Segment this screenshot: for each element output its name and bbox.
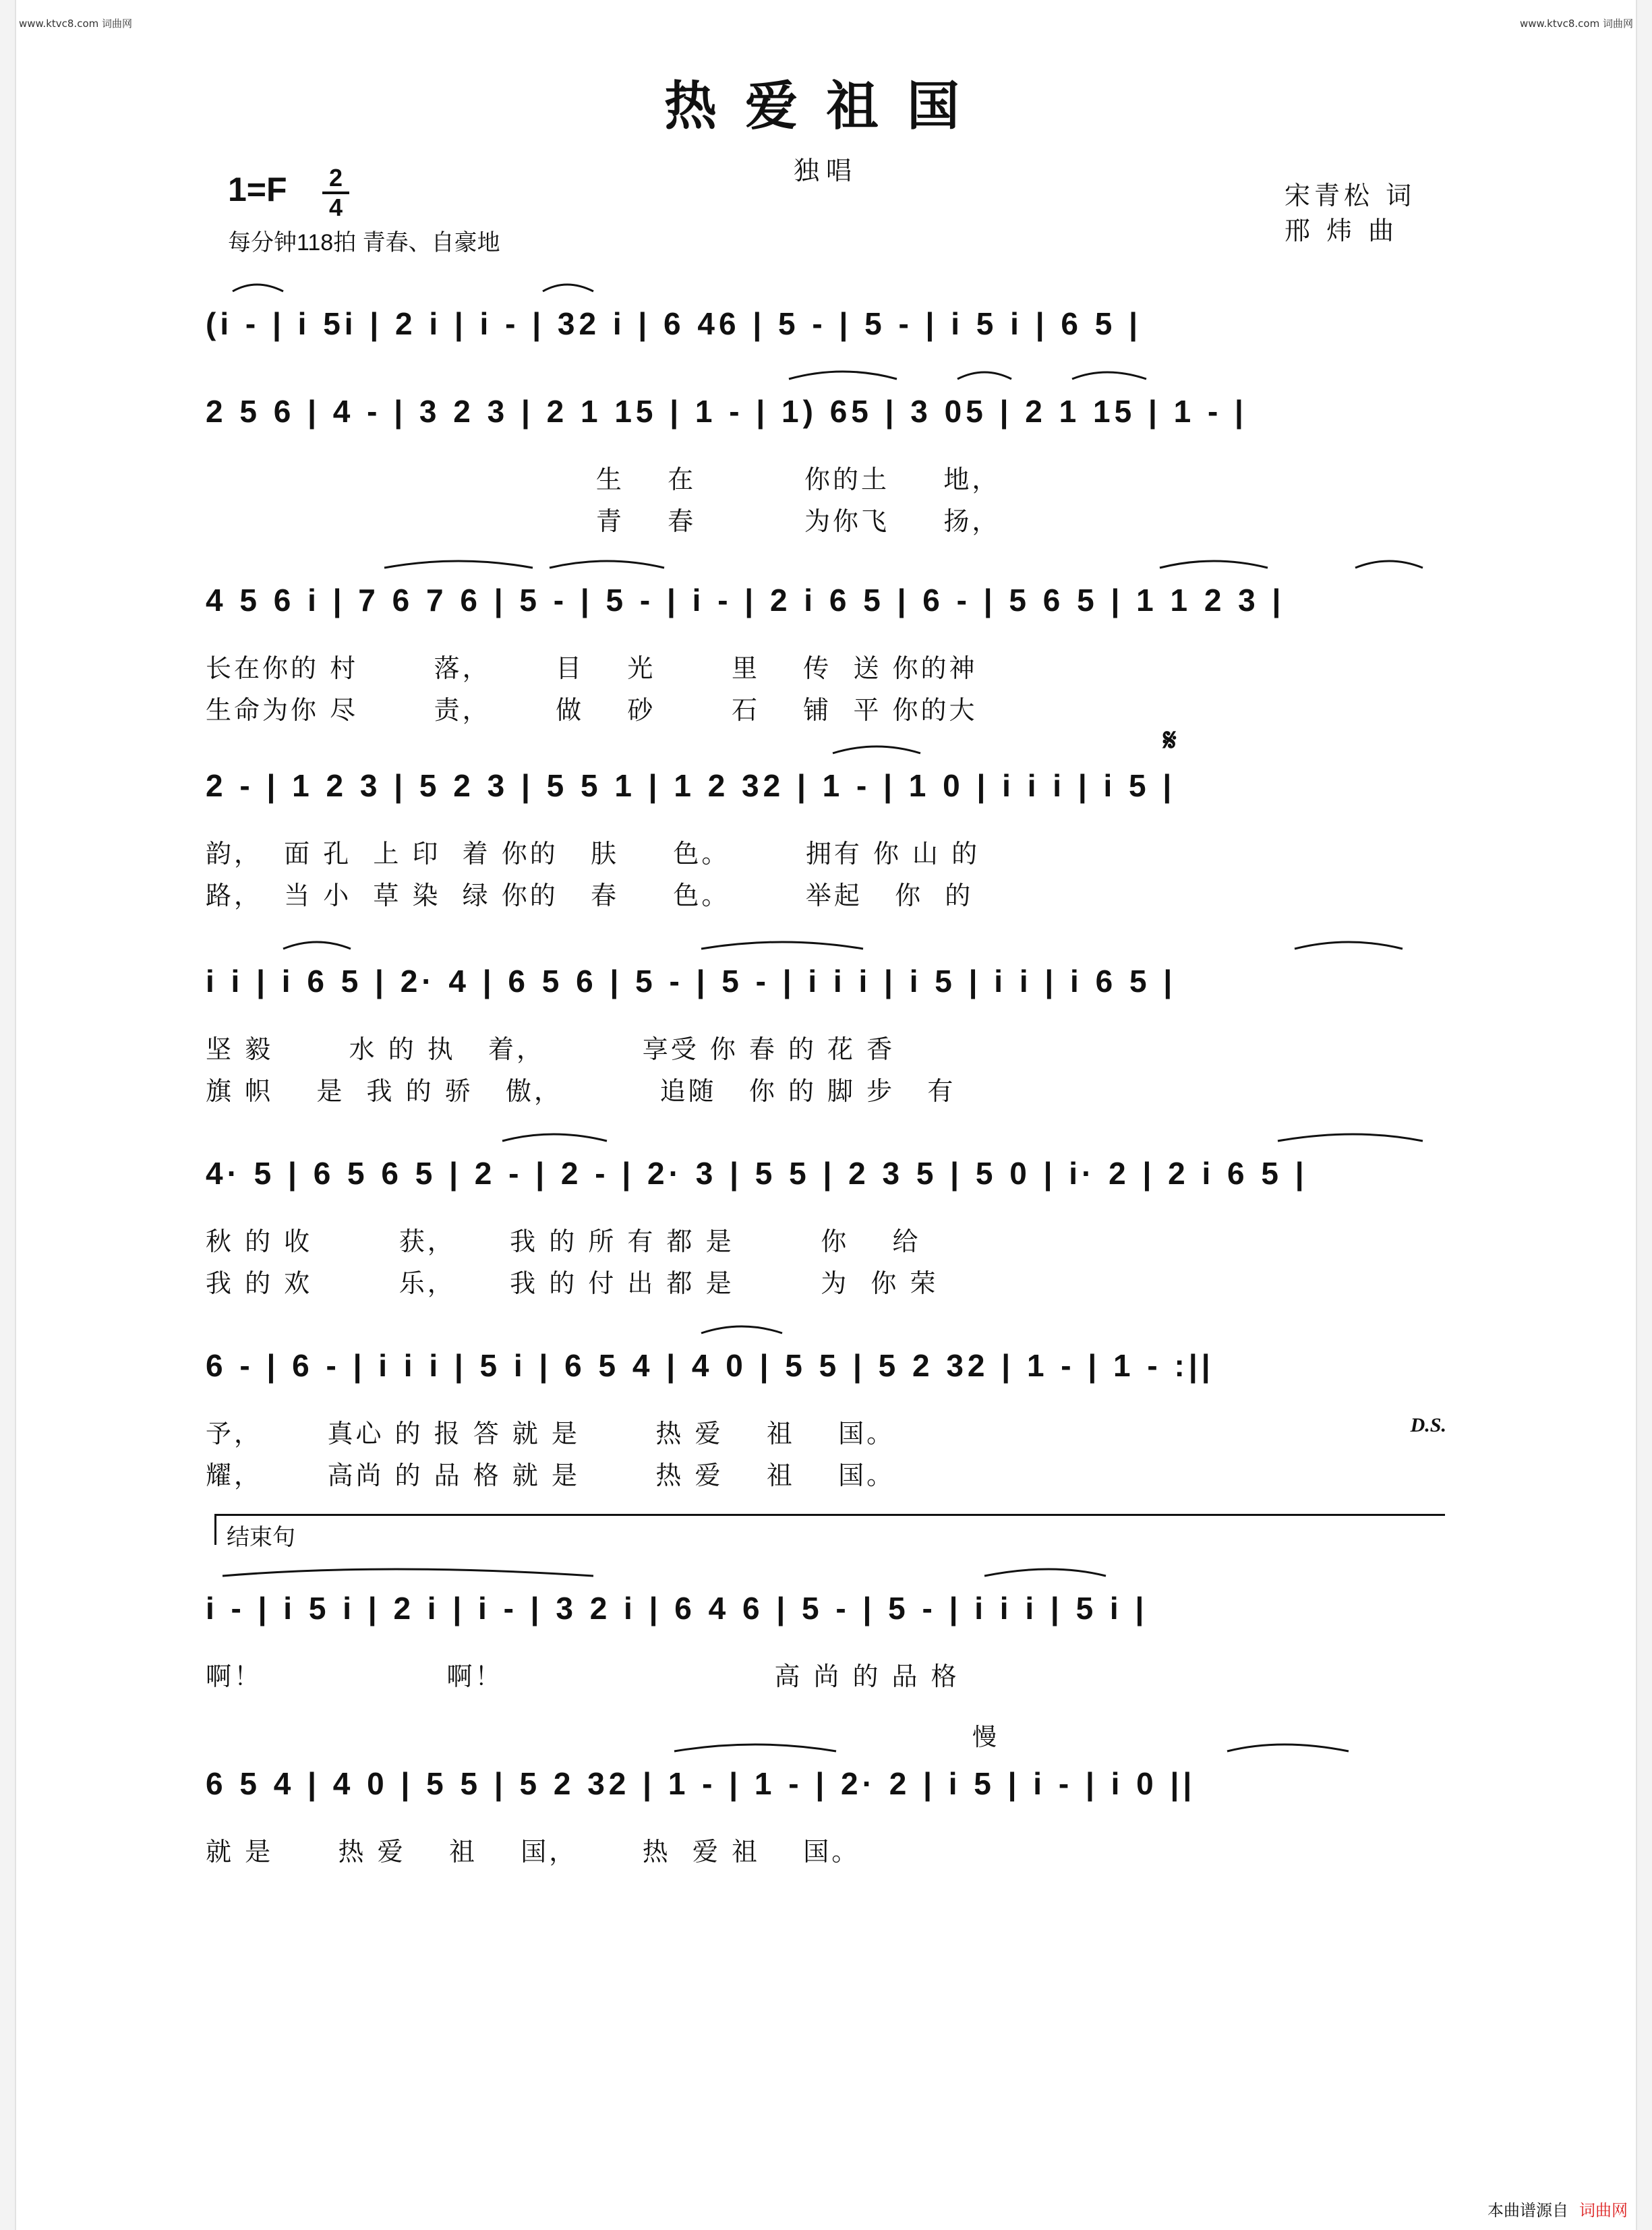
slur xyxy=(1072,372,1146,379)
slur xyxy=(1355,561,1423,568)
ending-label: 结束句 xyxy=(227,1525,295,1550)
slur xyxy=(701,1326,782,1333)
notation-line: i i | i 6 5 | 2· 4 | 6 5 6 | 5 - | 5 - | i i i | i 5 | i i | i 6 5 | xyxy=(206,964,1177,999)
lyric-verse-1: 生 在 你的土 地， xyxy=(206,465,1001,494)
tempo-marking: 每分钟118拍 青春、自豪地 xyxy=(228,230,500,256)
slur xyxy=(384,561,533,568)
key-signature: 1=F xyxy=(228,171,287,208)
notation-line: 6 5 4 | 4 0 | 5 5 | 5 2 32 | 1 - | 1 - | 2· 2 | i 5 | i - | i 0 || xyxy=(206,1766,1196,1801)
slur xyxy=(957,372,1011,379)
notation-line: 4 5 6 i | 7 6 7 6 | 5 - | 5 - | i - | 2 i 6 5 | 6 - | 5 6 5 | 1 1 2 3 | xyxy=(206,583,1285,618)
notation-line: 6 - | 6 - | i i i | 5 i | 6 5 4 | 4 0 | 5 5 | 5 2 32 | 1 - | 1 - :|| xyxy=(206,1348,1214,1383)
slur xyxy=(833,746,920,753)
segno-sign: 𝄋 xyxy=(1163,722,1177,758)
performance-type: 独唱 xyxy=(793,156,858,185)
footer-prefix: 本曲谱源自 xyxy=(1487,2201,1568,2220)
site-tag-right[interactable]: www.ktvc8.com 词曲网 xyxy=(1519,18,1633,30)
time-signature-top: 2 xyxy=(328,164,343,192)
time-signature-bottom: 4 xyxy=(328,194,343,221)
footer-brand-link[interactable]: 词曲网 xyxy=(1579,2201,1628,2220)
song-title: 热爱祖国 xyxy=(663,76,988,137)
composer: 邢 炜 曲 xyxy=(1285,216,1398,245)
lyric-verse-2: 青 春 为你飞 扬， xyxy=(206,506,1001,536)
lyric-verse-1: 啊！ 啊！ 高 尚 的 品 格 xyxy=(206,1662,960,1691)
lyric-verse-2: 我 的 欢 乐， 我 的 付 出 都 是 为 你 荣 xyxy=(206,1268,939,1298)
slur xyxy=(984,1569,1106,1576)
slur xyxy=(1295,942,1403,949)
slur xyxy=(502,1134,607,1141)
lyricist: 宋青松 词 xyxy=(1285,181,1416,210)
slur xyxy=(283,942,351,949)
slur xyxy=(233,285,283,291)
lyric-verse-2: 耀， 高尚 的 品 格 就 是 热 爱 祖 国。 xyxy=(206,1461,895,1490)
notation-line: 2 - | 1 2 3 | 5 2 3 | 5 5 1 | 1 2 32 | 1 - | 1 0 | i i i | i 5 | xyxy=(206,768,1176,803)
notation-line: 4· 5 | 6 5 6 5 | 2 - | 2 - | 2· 3 | 5 5 | 2 3 5 | 5 0 | i· 2 | 2 i 6 5 | xyxy=(206,1156,1308,1191)
dal-segno-mark: D.S. xyxy=(1410,1414,1446,1436)
lyric-verse-1: 长在你的 村 落， 目 光 里 传 送 你的神 xyxy=(206,653,978,683)
slur xyxy=(1160,561,1268,568)
lyric-verse-2: 生命为你 尽 责， 做 砂 石 铺 平 你的大 xyxy=(206,695,978,725)
lyric-verse-1: 予， 真心 的 报 答 就 是 热 爱 祖 国。 xyxy=(206,1419,895,1448)
notation-line: 2 5 6 | 4 - | 3 2 3 | 2 1 15 | 1 - | 1) 65 | 3 05 | 2 1 15 | 1 - | xyxy=(206,394,1247,429)
lyric-verse-1: 秋 的 收 获， 我 的 所 有 都 是 你 给 xyxy=(206,1227,921,1256)
notation-line: (i - | i 5i | 2 i | i - | 32 i | 6 46 | 5 - | 5 - | i 5 i | 6 5 | xyxy=(206,306,1142,341)
site-tag-left[interactable]: www.ktvc8.com 词曲网 xyxy=(19,18,133,30)
lyric-verse-1: 坚 毅 水 的 执 着， 享受 你 春 的 花 香 xyxy=(206,1034,895,1064)
lyric-verse-1: 韵， 面 孔 上 印 着 你的 肤 色。 拥有 你 山 的 xyxy=(206,839,980,869)
slur xyxy=(550,561,664,568)
lyric-verse-2: 旗 帜 是 我 的 骄 傲， 追随 你 的 脚 步 有 xyxy=(206,1076,956,1106)
lyric-verse-2: 路， 当 小 草 染 绿 你的 春 色。 举起 你 的 xyxy=(206,881,974,910)
lyric-verse-1: 就 是 热 爱 祖 国， 热 爱 祖 国。 xyxy=(206,1837,860,1867)
slur xyxy=(543,285,593,291)
slur xyxy=(789,372,897,379)
slur xyxy=(701,942,863,949)
slur xyxy=(1227,1744,1349,1751)
tempo-slow-mark: 慢 xyxy=(972,1724,997,1751)
slur xyxy=(674,1744,836,1751)
slur xyxy=(223,1569,593,1576)
slur xyxy=(1278,1134,1423,1141)
notation-line: i - | i 5 i | 2 i | i - | 3 2 i | 6 4 6 | 5 - | 5 - | i i i | 5 i | xyxy=(206,1591,1148,1626)
